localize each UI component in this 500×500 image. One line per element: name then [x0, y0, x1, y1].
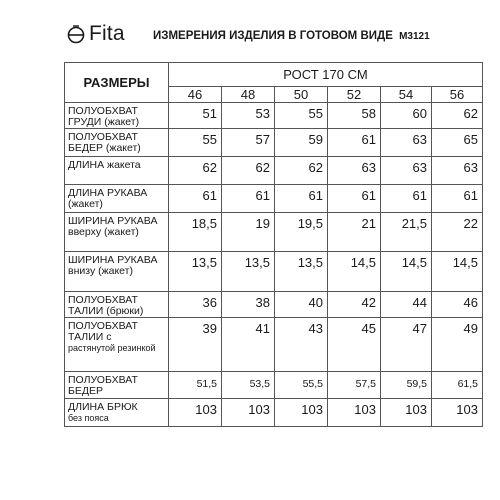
measurement-cell: 46 — [432, 292, 483, 318]
size-header-cell: 56 — [432, 87, 483, 103]
row-label-text: ПОЛУОБХВАТ ТАЛИИ (брюки) — [68, 294, 144, 317]
measurement-cell: 61 — [275, 185, 328, 213]
table-row — [65, 252, 483, 292]
table-row — [65, 372, 483, 399]
measurement-cell: 21 — [328, 213, 381, 252]
measurement-cell: 51,5 — [169, 372, 222, 399]
table-row — [65, 399, 483, 427]
row-label-note: растянутой резинкой — [68, 343, 156, 353]
measurement-cell: 22 — [432, 213, 483, 252]
measurement-cell: 38 — [222, 292, 275, 318]
measurement-cell: 43 — [275, 318, 328, 372]
measurement-cell: 14,5 — [432, 252, 483, 292]
measurement-cell: 65 — [432, 129, 483, 157]
measurement-cell: 13,5 — [222, 252, 275, 292]
measurement-cell: 19 — [222, 213, 275, 252]
brand-logo-text: Fita — [89, 22, 125, 45]
measurement-cell: 62 — [169, 157, 222, 185]
row-label-text: ПОЛУОБХВАТ БЕДЕР — [68, 374, 138, 397]
row-label — [65, 399, 169, 427]
measurement-cell: 45 — [328, 318, 381, 372]
measurement-cell: 59,5 — [381, 372, 432, 399]
row-label — [65, 372, 169, 399]
document-header — [66, 22, 486, 52]
sizes-header: РАЗМЕРЫ — [65, 63, 169, 103]
table-row — [65, 157, 483, 185]
row-label — [65, 318, 169, 372]
measurement-cell: 103 — [275, 399, 328, 427]
row-label — [65, 103, 169, 129]
measurement-cell: 14,5 — [381, 252, 432, 292]
table-row — [65, 318, 483, 372]
measurement-cell: 55 — [275, 103, 328, 129]
measurement-cell: 21,5 — [381, 213, 432, 252]
measurement-cell: 42 — [328, 292, 381, 318]
measurement-cell: 63 — [381, 157, 432, 185]
measurement-cell: 61 — [432, 185, 483, 213]
measurement-cell: 61 — [381, 185, 432, 213]
measurement-cell: 53,5 — [222, 372, 275, 399]
row-label-note: без пояса — [68, 413, 109, 423]
measurement-cell: 13,5 — [169, 252, 222, 292]
table-row — [65, 129, 483, 157]
measurement-cell: 61,5 — [432, 372, 483, 399]
header-row — [65, 63, 483, 87]
size-header-cell: 52 — [328, 87, 381, 103]
measurement-cell: 61 — [222, 185, 275, 213]
row-label-text: ДЛИНА БРЮК — [68, 401, 138, 413]
row-label-text: ШИРИНА РУКАВА внизу (жакет) — [68, 254, 158, 277]
row-label-text: ПОЛУОБХВАТ БЕДЕР (жакет) — [68, 131, 141, 154]
measurement-cell: 103 — [381, 399, 432, 427]
fita-logo-icon — [66, 24, 86, 44]
measurement-cell: 57,5 — [328, 372, 381, 399]
row-label-text: ДЛИНА РУКАВА (жакет) — [68, 187, 148, 210]
size-header-cell: 54 — [381, 87, 432, 103]
size-measurements-table — [64, 62, 483, 427]
measurement-cell: 103 — [432, 399, 483, 427]
table-row — [65, 213, 483, 252]
row-label — [65, 129, 169, 157]
measurement-cell: 59 — [275, 129, 328, 157]
row-label — [65, 292, 169, 318]
brand-logo — [66, 22, 125, 46]
row-label — [65, 213, 169, 252]
measurement-cell: 47 — [381, 318, 432, 372]
row-label-text: ПОЛУОБХВАТ ТАЛИИ с — [68, 320, 138, 343]
measurement-cell: 63 — [328, 157, 381, 185]
measurement-cell: 62 — [432, 103, 483, 129]
document-title — [153, 30, 430, 42]
measurement-cell: 40 — [275, 292, 328, 318]
measurement-cell: 60 — [381, 103, 432, 129]
measurement-cell: 51 — [169, 103, 222, 129]
measurement-cell: 13,5 — [275, 252, 328, 292]
measurement-cell: 62 — [275, 157, 328, 185]
document-title-text: ИЗМЕРЕНИЯ ИЗДЕЛИЯ В ГОТОВОМ ВИДЕ — [153, 30, 393, 42]
measurement-cell: 63 — [432, 157, 483, 185]
measurement-cell: 49 — [432, 318, 483, 372]
table-row — [65, 185, 483, 213]
measurement-cell: 58 — [328, 103, 381, 129]
row-label — [65, 185, 169, 213]
row-label-text: ШИРИНА РУКАВА вверху (жакет) — [68, 215, 158, 238]
model-number: M3121 — [399, 31, 430, 42]
measurement-cell: 57 — [222, 129, 275, 157]
measurement-cell: 61 — [169, 185, 222, 213]
measurement-cell: 14,5 — [328, 252, 381, 292]
row-label — [65, 157, 169, 185]
measurement-cell: 18,5 — [169, 213, 222, 252]
measurement-cell: 103 — [328, 399, 381, 427]
measurement-cell: 103 — [169, 399, 222, 427]
measurement-cell: 53 — [222, 103, 275, 129]
measurement-cell: 63 — [381, 129, 432, 157]
measurement-cell: 36 — [169, 292, 222, 318]
measurement-cell: 55 — [169, 129, 222, 157]
measurement-cell: 39 — [169, 318, 222, 372]
measurement-cell: 61 — [328, 185, 381, 213]
measurement-cell: 62 — [222, 157, 275, 185]
size-header-cell: 46 — [169, 87, 222, 103]
row-label — [65, 252, 169, 292]
measurement-cell: 41 — [222, 318, 275, 372]
row-label-text: ПОЛУОБХВАТ ГРУДИ (жакет) — [68, 105, 140, 128]
measurement-cell: 103 — [222, 399, 275, 427]
row-label-text: ДЛИНА жакета — [68, 159, 141, 171]
measurement-cell: 55,5 — [275, 372, 328, 399]
measurement-cell: 44 — [381, 292, 432, 318]
table-row — [65, 292, 483, 318]
table-row — [65, 103, 483, 129]
size-header-cell: 50 — [275, 87, 328, 103]
size-header-cell: 48 — [222, 87, 275, 103]
height-header: РОСТ 170 СМ — [169, 63, 483, 87]
measurement-cell: 19,5 — [275, 213, 328, 252]
measurement-cell: 61 — [328, 129, 381, 157]
